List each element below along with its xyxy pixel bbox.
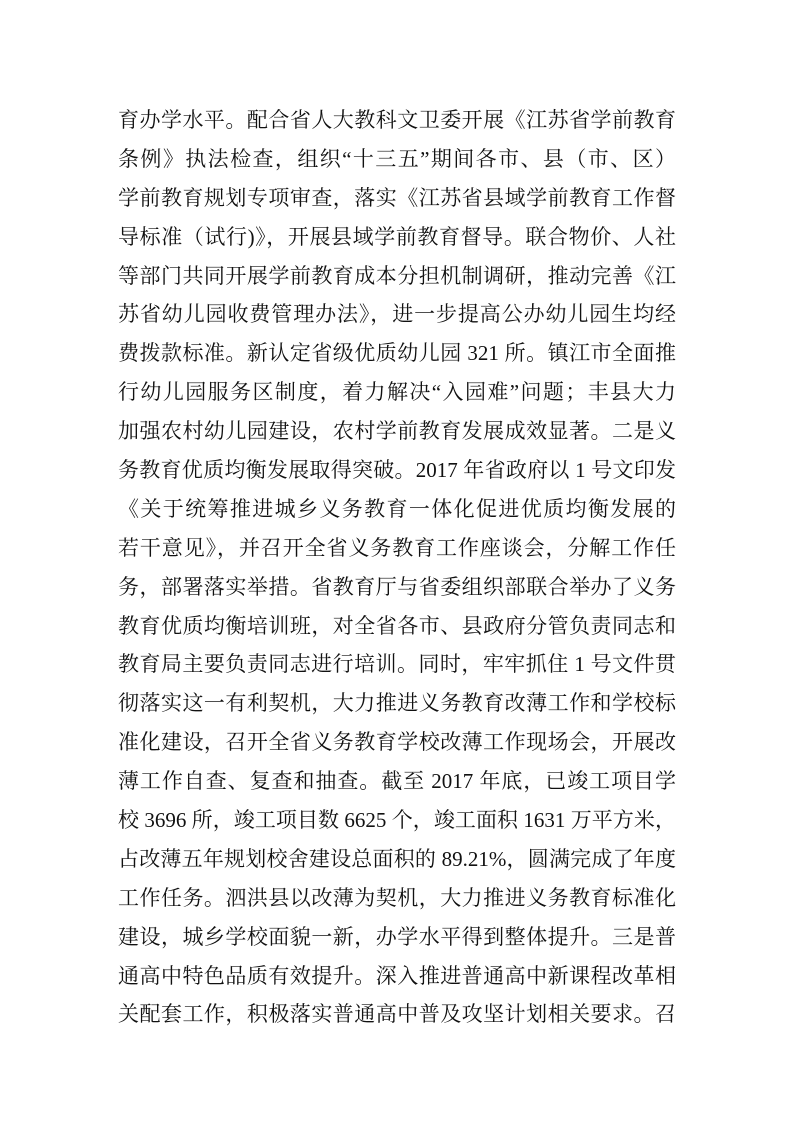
text-line: 建设，城乡学校面貌一新，办学水平得到整体提升。三是普 xyxy=(118,924,676,949)
text-line: 准化建设，召开全省义务教育学校改薄工作现场会，开展改 xyxy=(118,730,676,755)
text-line: 加强农村幼儿园建设，农村学前教育发展成效显著。二是义 xyxy=(118,419,676,444)
text-line: 教育局主要负责同志进行培训。同时，牢牢抓住 1 号文件贯 xyxy=(118,652,676,677)
text-line: 彻落实这一有利契机，大力推进义务教育改薄工作和学校标 xyxy=(118,691,676,716)
text-line: 薄工作自查、复查和抽查。截至 2017 年底，已竣工项目学 xyxy=(118,769,676,794)
text-line: 导标准（试行)》，开展县域学前教育督导。联合物价、人社 xyxy=(118,224,676,249)
text-line: 通高中特色品质有效提升。深入推进普通高中新课程改革相 xyxy=(118,963,676,988)
text-line: 占改薄五年规划校舍建设总面积的 89.21%，圆满完成了年度 xyxy=(118,846,676,871)
text-line: 关配套工作，积极落实普通高中普及攻坚计划相关要求。召 xyxy=(118,1002,676,1027)
text-line: 育办学水平。配合省人大教科文卫委开展《江苏省学前教育 xyxy=(118,108,676,132)
document-body xyxy=(118,101,676,1034)
text-line: 务，部署落实举措。省教育厅与省委组织部联合举办了义务 xyxy=(118,574,676,599)
text-line: 行幼儿园服务区制度，着力解决“入园难”问题；丰县大力 xyxy=(118,380,676,405)
text-line: 等部门共同开展学前教育成本分担机制调研，推动完善《江 xyxy=(118,263,676,288)
text-line: 教育优质均衡培训班，对全省各市、县政府分管负责同志和 xyxy=(118,613,676,638)
text-line: 工作任务。泗洪县以改薄为契机，大力推进义务教育标准化 xyxy=(118,885,676,910)
text-line: 校 3696 所，竣工项目数 6625 个，竣工面积 1631 万平方米， xyxy=(118,808,676,833)
text-line: 《关于统筹推进城乡义务教育一体化促进优质均衡发展的 xyxy=(118,496,676,521)
text-line: 若干意见》，并召开全省义务教育工作座谈会，分解工作任 xyxy=(118,535,676,560)
text-line: 学前教育规划专项审查，落实《江苏省县域学前教育工作督 xyxy=(118,185,676,210)
text-line: 费拨款标准。新认定省级优质幼儿园 321 所。镇江市全面推 xyxy=(118,341,676,366)
text-line: 苏省幼儿园收费管理办法》，进一步提高公办幼儿园生均经 xyxy=(118,302,676,327)
text-line: 条例》执法检查，组织“十三五”期间各市、县（市、区） xyxy=(118,146,676,171)
text-line: 务教育优质均衡发展取得突破。2017 年省政府以 1 号文印发 xyxy=(118,458,676,483)
